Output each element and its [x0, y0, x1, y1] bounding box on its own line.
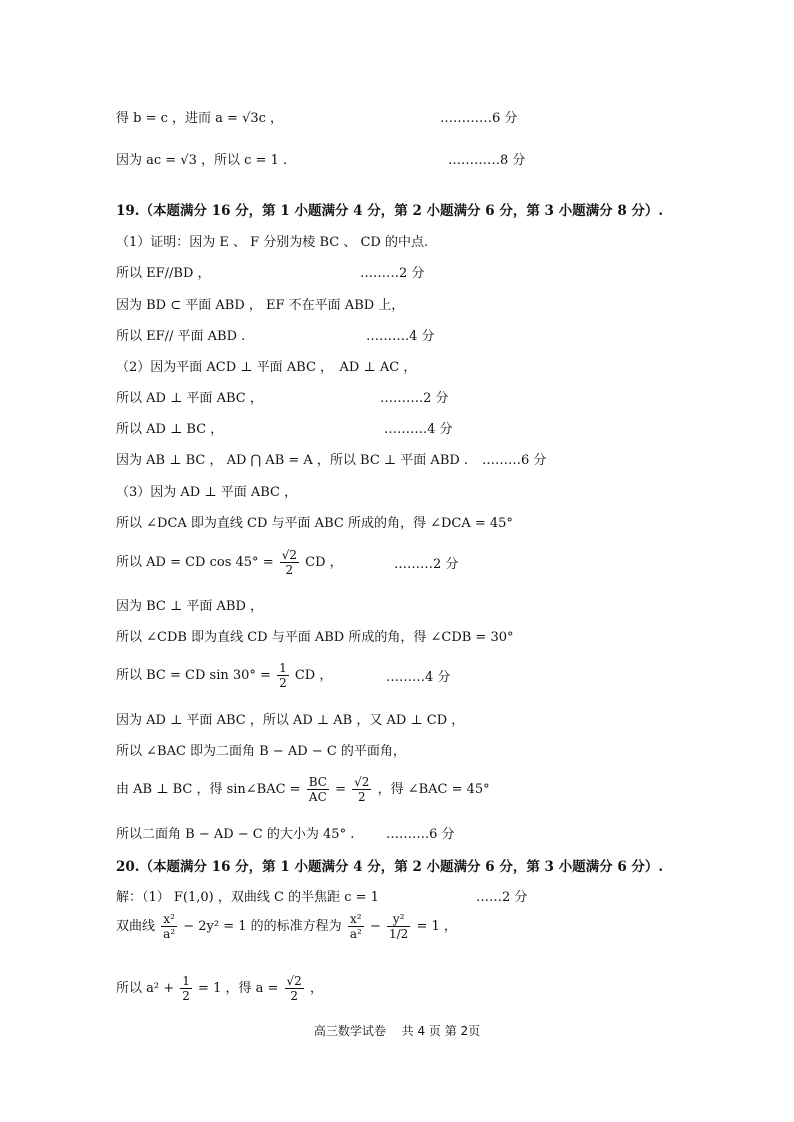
- q19-line-11-pre: 所以 AD = CD cos 45° =: [116, 555, 274, 570]
- denominator: 2: [182, 989, 190, 1003]
- numerator: √2: [281, 548, 298, 562]
- q20-line-2-a: 双曲线: [116, 919, 156, 934]
- fraction: [387, 912, 410, 941]
- numerator: √2: [354, 775, 370, 789]
- q19-line-14-post: CD ，: [294, 668, 333, 683]
- q19-line-18-score: ……….6 分: [386, 827, 455, 842]
- q19-line-6: 所以 AD ⊥ 平面 ABC ，: [116, 391, 263, 406]
- denominator: 2: [357, 790, 366, 804]
- q19-heading: 19.（本题满分 16 分，第 1 小题满分 4 分，第 2 小题满分 6 分，第 3 小题满分 8 分）.: [116, 203, 664, 219]
- numerator: 1: [279, 661, 287, 675]
- page-footer: 高三数学试卷 共 4 页 第 2页: [313, 1024, 481, 1038]
- q19-line-8-score: ………6 分: [482, 453, 547, 468]
- q19-line-11-score: ………2 分: [394, 557, 459, 572]
- q19-line-9: （3）因为 AD ⊥ 平面 ABC ，: [116, 485, 298, 500]
- q19-line-16: 所以 ∠BAC 即为二面角 B − AD − C 的平面角，: [116, 744, 406, 759]
- fraction: [280, 548, 299, 577]
- q19-line-14-pre: 所以 BC = CD sin 30° =: [116, 668, 271, 683]
- q19-line-11: [116, 548, 343, 577]
- q19-line-17-post: ，得 ∠BAC = 45°: [377, 782, 490, 797]
- q19-line-2-score: ………2 分: [360, 266, 425, 281]
- numerator: y²: [387, 912, 410, 927]
- q20-line-3: [116, 974, 323, 1003]
- q20-heading: 20.（本题满分 16 分，第 1 小题满分 4 分，第 2 小题满分 6 分，第 3 小题满分 6 分）.: [116, 859, 664, 875]
- fraction: [285, 974, 304, 1003]
- numerator: 1: [182, 974, 190, 988]
- fraction: [180, 974, 192, 1003]
- denominator: a²: [163, 927, 176, 941]
- equals: =: [335, 782, 346, 797]
- q19-line-7-score: ……….4 分: [384, 422, 453, 437]
- q19-line-15: 因为 AD ⊥ 平面 ABC ，所以 AD ⊥ AB ，又 AD ⊥ CD ，: [116, 713, 465, 728]
- numerator: x²: [348, 912, 364, 927]
- numerator: √2: [286, 974, 302, 988]
- q19-line-14-score: ………4 分: [386, 670, 451, 685]
- q19-line-3: 因为 BD ⊂ 平面 ABD ， EF 不在平面 ABD 上，: [116, 298, 405, 313]
- q19-line-17: [116, 775, 490, 804]
- denominator: 2: [285, 563, 294, 577]
- q19-line-4: 所以 EF// 平面 ABD .: [116, 329, 246, 344]
- q19-line-7: 所以 AD ⊥ BC ，: [116, 422, 224, 437]
- fraction: [307, 775, 329, 804]
- q20-line-3-post: ，: [309, 981, 323, 996]
- q19-line-14: [116, 661, 332, 690]
- q20-line-3-mid: = 1 ，得 a =: [198, 981, 279, 996]
- fraction: [352, 775, 371, 804]
- fraction: [161, 912, 177, 941]
- l1: 得 b = c ，进而 a = √3c ，: [116, 111, 284, 126]
- numerator: x²: [161, 912, 177, 927]
- q20-line-3-pre: 所以 a² +: [116, 981, 175, 996]
- q19-line-17-pre: 由 AB ⊥ BC ，得 sin∠BAC =: [116, 782, 301, 797]
- q19-line-1: （1）证明：因为 E 、 F 分别为棱 BC 、 CD 的中点.: [116, 235, 429, 250]
- q20-line-1: 解：（1） F(1,0) ，双曲线 C 的半焦距 c = 1: [116, 890, 379, 905]
- fraction: [348, 912, 364, 941]
- q19-line-13: 所以 ∠CDB 即为直线 CD 与平面 ABD 所成的角，得 ∠CDB = 30°: [116, 630, 514, 645]
- q20-line-1-score: ……2 分: [476, 890, 528, 905]
- q19-line-12: 因为 BC ⊥ 平面 ABD ，: [116, 599, 263, 614]
- q19-line-2: 所以 EF//BD ，: [116, 266, 211, 281]
- q19-line-4-score: ……….4 分: [366, 329, 435, 344]
- q19-line-10: 所以 ∠DCA 即为直线 CD 与平面 ABC 所成的角，得 ∠DCA = 45°: [116, 516, 513, 531]
- q20-line-2-c: −: [369, 919, 381, 934]
- q20-line-2-b: − 2y² = 1 的的标准方程为: [183, 919, 342, 934]
- l2-score: …………8 分: [448, 153, 526, 168]
- q19-line-6-score: ……….2 分: [380, 391, 449, 406]
- q19-line-5: （2）因为平面 ACD ⊥ 平面 ABC ， AD ⊥ AC ，: [116, 360, 417, 375]
- denominator: 2: [290, 989, 298, 1003]
- q19-line-18: 所以二面角 B − AD − C 的大小为 45° .: [116, 827, 355, 842]
- denominator: 1/2: [388, 927, 409, 941]
- l2: 因为 ac = √3 ，所以 c = 1 .: [116, 153, 288, 168]
- q19-line-11-post: CD ，: [305, 555, 343, 570]
- q20-line-2-d: = 1 ，: [416, 919, 457, 934]
- q19-line-8: 因为 AB ⊥ BC ， AD ⋂ AB = A ，所以 BC ⊥ 平面 ABD .: [116, 453, 469, 468]
- denominator: a²: [349, 927, 362, 941]
- q20-line-2: [116, 912, 457, 941]
- denominator: 2: [279, 676, 287, 690]
- numerator: BC: [308, 775, 327, 789]
- l1-score: …………6 分: [440, 111, 518, 126]
- denominator: AC: [308, 790, 327, 804]
- fraction: [277, 661, 289, 690]
